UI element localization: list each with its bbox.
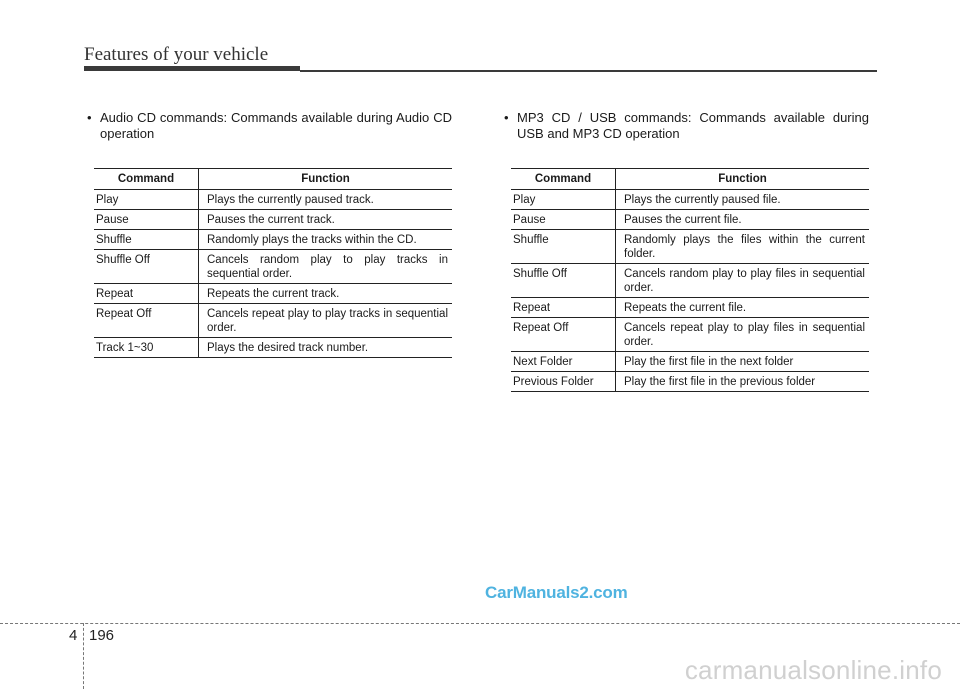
table-header-row	[94, 169, 452, 190]
table-row	[511, 190, 869, 210]
function-text: Randomly plays the tracks within the CD.	[207, 234, 417, 246]
command-cell: Previous Folder	[511, 372, 616, 392]
function-cell	[199, 230, 453, 250]
footer-vertical-divider	[83, 623, 84, 689]
function-text: Pauses the current file.	[624, 214, 742, 226]
page-number: 196	[89, 627, 115, 644]
command-cell: Track 1~30	[94, 338, 199, 358]
table-row	[94, 304, 452, 338]
function-text: Play the first file in the previous folder	[624, 376, 816, 388]
mp3-usb-command-table	[511, 168, 869, 392]
function-cell	[199, 284, 453, 304]
command-cell: Repeat	[511, 298, 616, 318]
bullet-icon: •	[87, 110, 92, 125]
command-cell: Shuffle	[94, 230, 199, 250]
function-text: Cancels repeat play to play tracks in sequential order.	[207, 308, 448, 334]
command-cell: Shuffle Off	[94, 250, 199, 284]
table-row	[94, 190, 452, 210]
chapter-number: 4	[69, 627, 78, 644]
function-cell	[199, 338, 453, 358]
function-text: Cancels random play to play files in sequential order.	[624, 268, 865, 294]
footer-divider	[0, 623, 960, 624]
audio-cd-intro	[84, 110, 452, 142]
command-cell: Play	[94, 190, 199, 210]
table-row	[511, 230, 869, 264]
command-cell: Repeat Off	[511, 318, 616, 352]
table-header-row	[511, 169, 869, 190]
header-rule-thick	[84, 66, 300, 71]
function-text: Randomly plays the files within the current folder.	[624, 234, 865, 260]
function-cell	[616, 190, 870, 210]
function-text: Cancels random play to play tracks in sequential order.	[207, 254, 448, 280]
table-row	[94, 284, 452, 304]
table-row	[511, 298, 869, 318]
function-text: Plays the currently paused track.	[207, 194, 374, 206]
header-function: Function	[199, 169, 453, 190]
function-text: Plays the desired track number.	[207, 342, 369, 354]
function-cell	[616, 264, 870, 298]
table-row	[511, 352, 869, 372]
function-cell	[199, 210, 453, 230]
table-row	[511, 210, 869, 230]
function-text: Plays the currently paused file.	[624, 194, 781, 206]
function-cell	[616, 210, 870, 230]
header-rule-thin	[300, 70, 877, 72]
audio-cd-section	[84, 110, 452, 358]
audio-cd-intro-text: Audio CD commands: Commands available during Audio CD operation	[100, 110, 452, 141]
table-row	[511, 264, 869, 298]
command-cell: Shuffle	[511, 230, 616, 264]
command-cell: Repeat	[94, 284, 199, 304]
function-cell	[616, 318, 870, 352]
table-row	[94, 210, 452, 230]
bullet-icon: •	[504, 110, 509, 125]
audio-cd-command-table	[94, 168, 452, 358]
mp3-usb-section	[501, 110, 869, 392]
function-cell	[616, 298, 870, 318]
command-cell: Play	[511, 190, 616, 210]
carmanuals2-watermark-link[interactable]: CarManuals2.com	[485, 583, 628, 602]
table-row	[511, 318, 869, 352]
footer-site-watermark[interactable]: carmanualsonline.info	[684, 655, 942, 685]
function-text: Repeats the current file.	[624, 302, 747, 314]
function-cell	[616, 372, 870, 392]
page-header-title: Features of your vehicle	[84, 44, 269, 65]
table-row	[94, 250, 452, 284]
command-cell: Pause	[94, 210, 199, 230]
command-cell: Shuffle Off	[511, 264, 616, 298]
command-cell: Pause	[511, 210, 616, 230]
mp3-usb-intro	[501, 110, 869, 142]
function-text: Play the first file in the next folder	[624, 356, 794, 368]
header-function: Function	[616, 169, 870, 190]
header-command: Command	[511, 169, 616, 190]
function-cell	[616, 230, 870, 264]
command-cell: Next Folder	[511, 352, 616, 372]
command-cell: Repeat Off	[94, 304, 199, 338]
function-cell	[616, 352, 870, 372]
header-command: Command	[94, 169, 199, 190]
table-row	[511, 372, 869, 392]
mp3-usb-intro-text: MP3 CD / USB commands: Commands available during USB and MP3 CD operation	[517, 110, 869, 141]
table-row	[94, 338, 452, 358]
table-row	[94, 230, 452, 250]
function-text: Repeats the current track.	[207, 288, 340, 300]
function-cell	[199, 250, 453, 284]
function-text: Pauses the current track.	[207, 214, 335, 226]
function-cell	[199, 190, 453, 210]
function-text: Cancels repeat play to play files in sequential order.	[624, 322, 865, 348]
function-cell	[199, 304, 453, 338]
